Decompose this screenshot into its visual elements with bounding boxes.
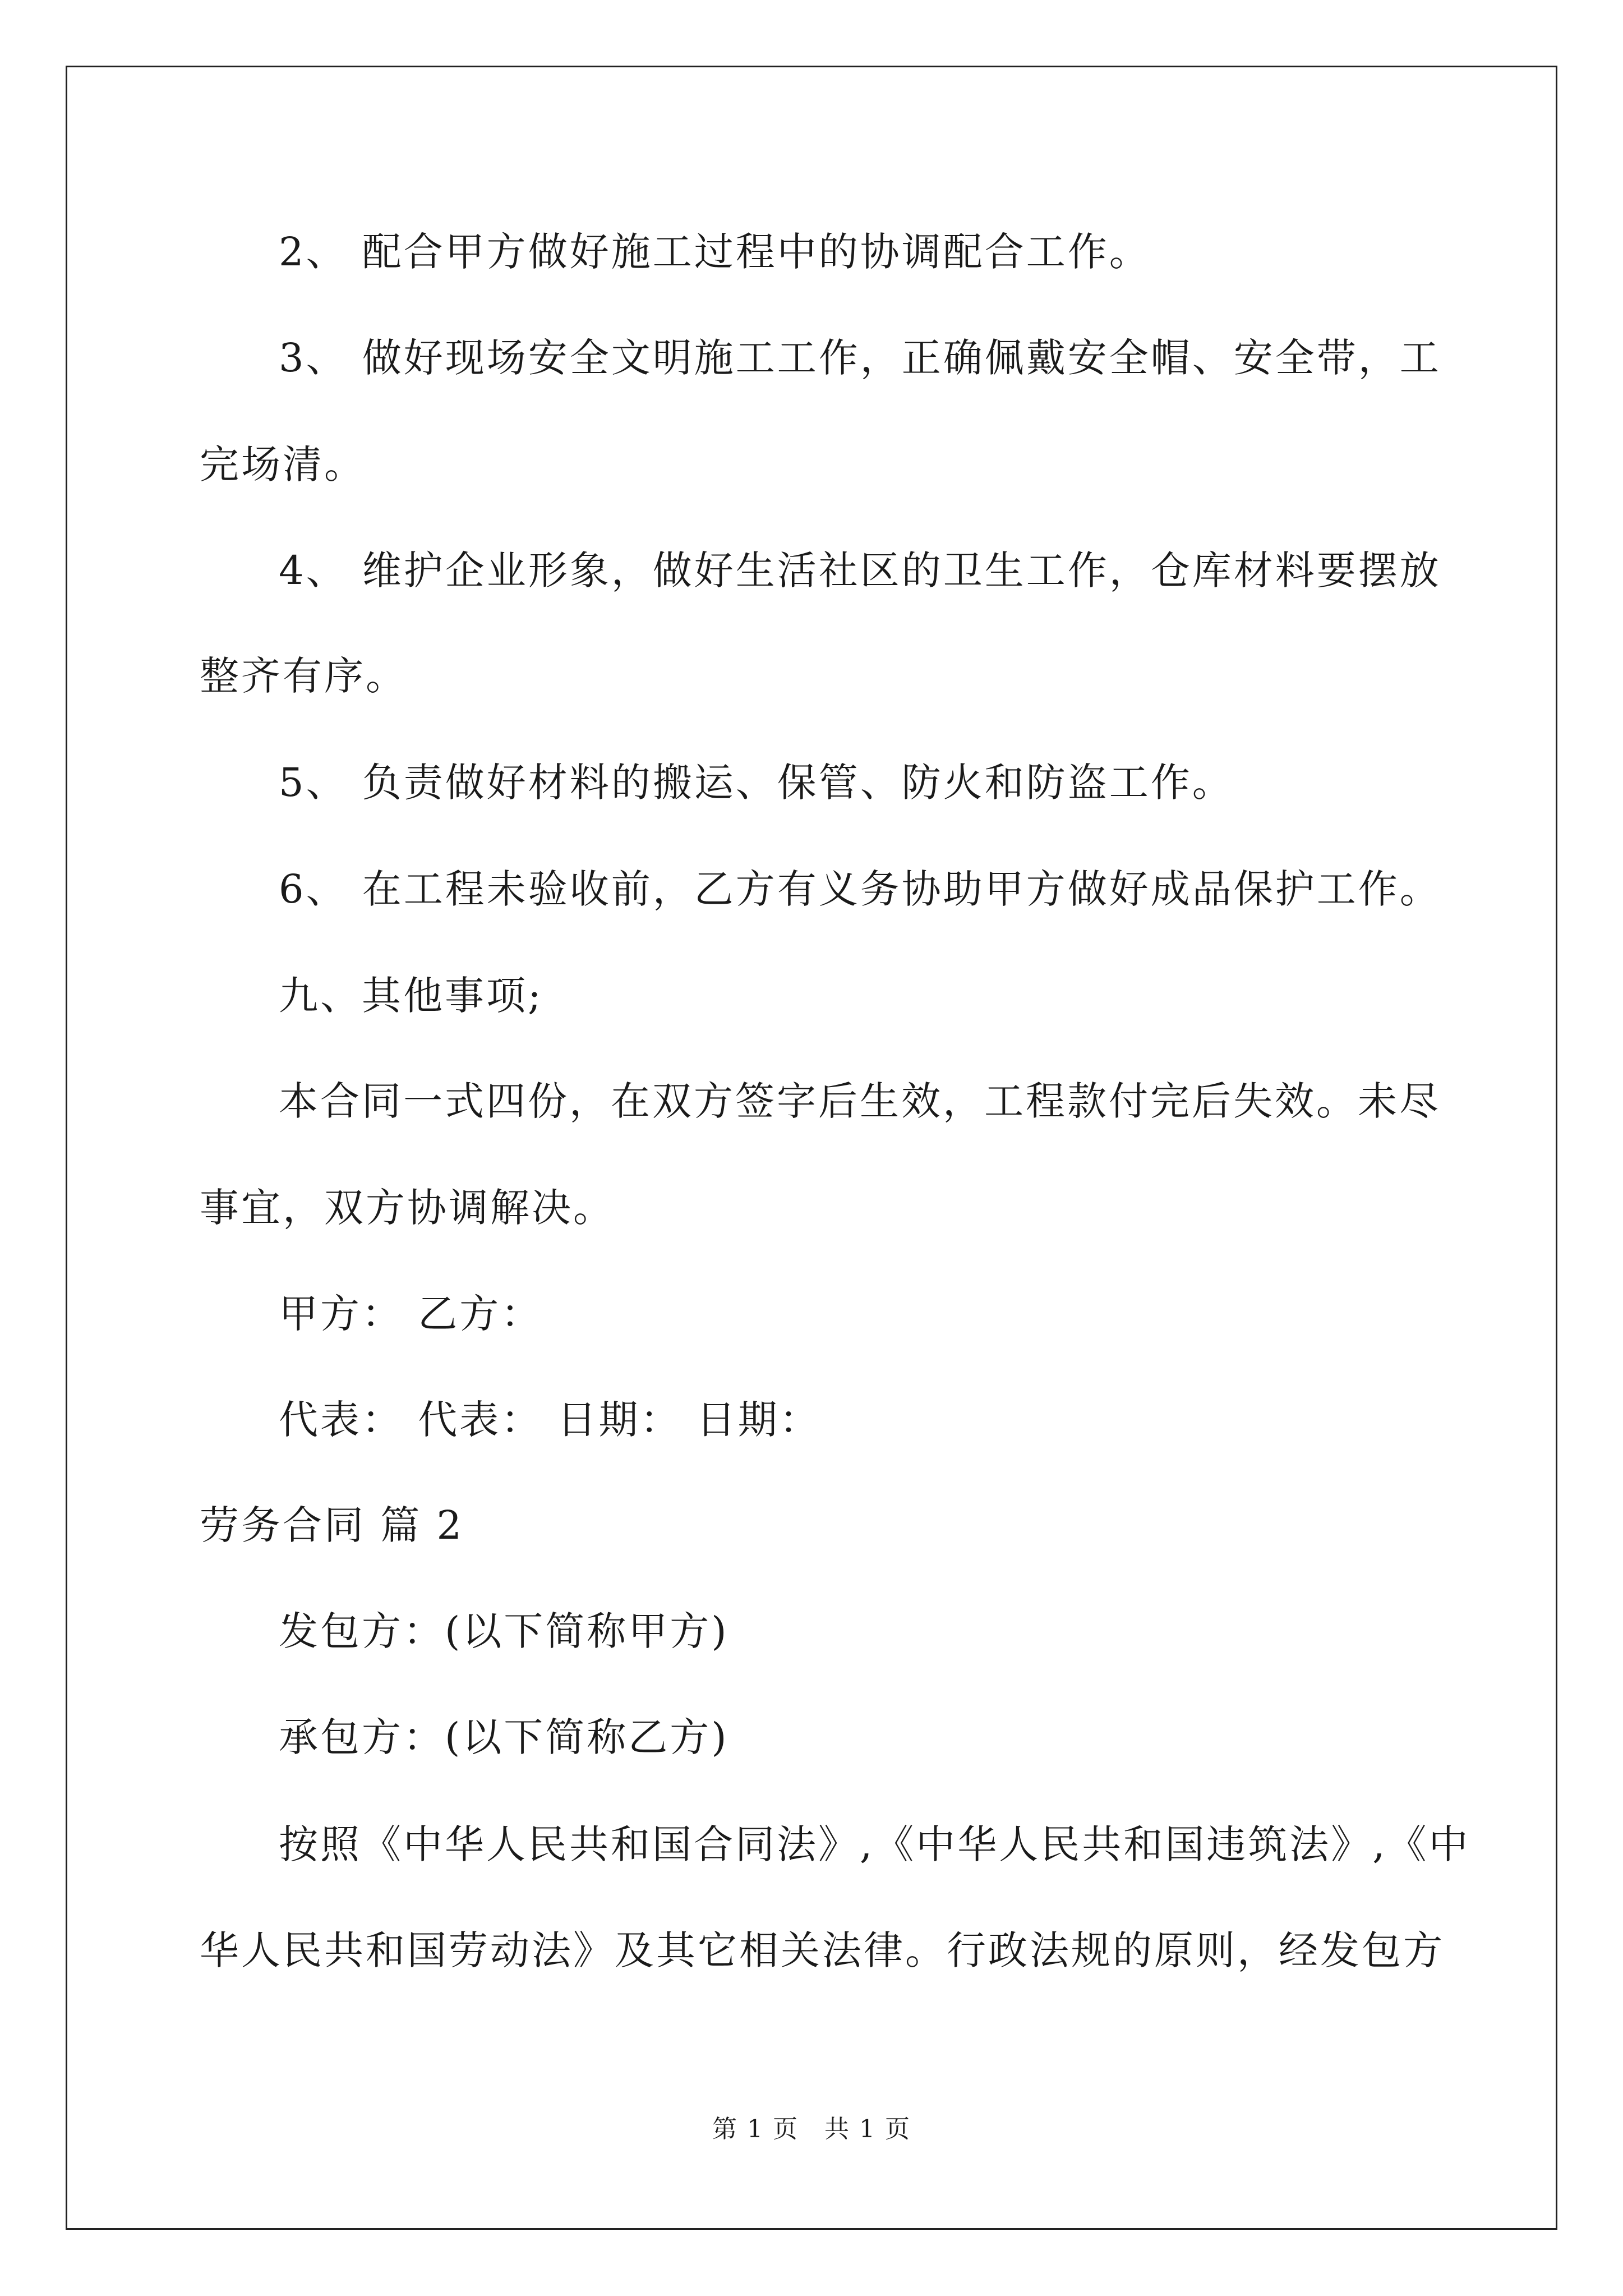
page-border xyxy=(66,66,1557,2230)
representative-date-line: 代表： 代表： 日期： 日期： xyxy=(279,1397,821,1443)
legal-basis-line-1: 按照《中华人民共和国合同法》,《中华人民共和国违筑法》,《中 xyxy=(279,1821,1470,1867)
legal-basis-line-2: 华人民共和国劳动法》及其它相关法律。行政法规的原则，经发包方 xyxy=(200,1927,1445,1973)
clause-5: 5、 负责做好材料的搬运、保管、防火和防盗工作。 xyxy=(279,760,1234,806)
clause-2: 2、 配合甲方做好施工过程中的协调配合工作。 xyxy=(279,229,1151,275)
clause-6: 6、 在工程未验收前，乙方有义务协助甲方做好成品保护工作。 xyxy=(279,866,1441,912)
section-9-heading: 九、其他事项; xyxy=(279,973,543,1019)
paragraph-copies-line-1: 本合同一式四份，在双方签字后生效，工程款付完后失效。未尽 xyxy=(279,1078,1441,1124)
contractor-party-b: 承包方：(以下简称乙方) xyxy=(279,1714,729,1760)
page-footer: 第 1 页 共 1 页 xyxy=(712,2115,911,2143)
clause-3-line-2: 完场清。 xyxy=(200,441,366,487)
contractor-party-a: 发包方：(以下简称甲方) xyxy=(279,1608,729,1654)
paragraph-copies-line-2: 事宜，双方协调解决。 xyxy=(200,1185,615,1231)
party-signature-line: 甲方： 乙方： xyxy=(279,1291,543,1337)
clause-4-line-1: 4、 维护企业形象，做好生活社区的卫生工作，仓库材料要摆放 xyxy=(279,547,1441,593)
clause-4-line-2: 整齐有序。 xyxy=(200,653,407,699)
contract-title-2: 劳务合同 篇 2 xyxy=(200,1502,464,1548)
clause-3-line-1: 3、 做好现场安全文明施工工作，正确佩戴安全帽、安全带，工 xyxy=(279,335,1441,381)
